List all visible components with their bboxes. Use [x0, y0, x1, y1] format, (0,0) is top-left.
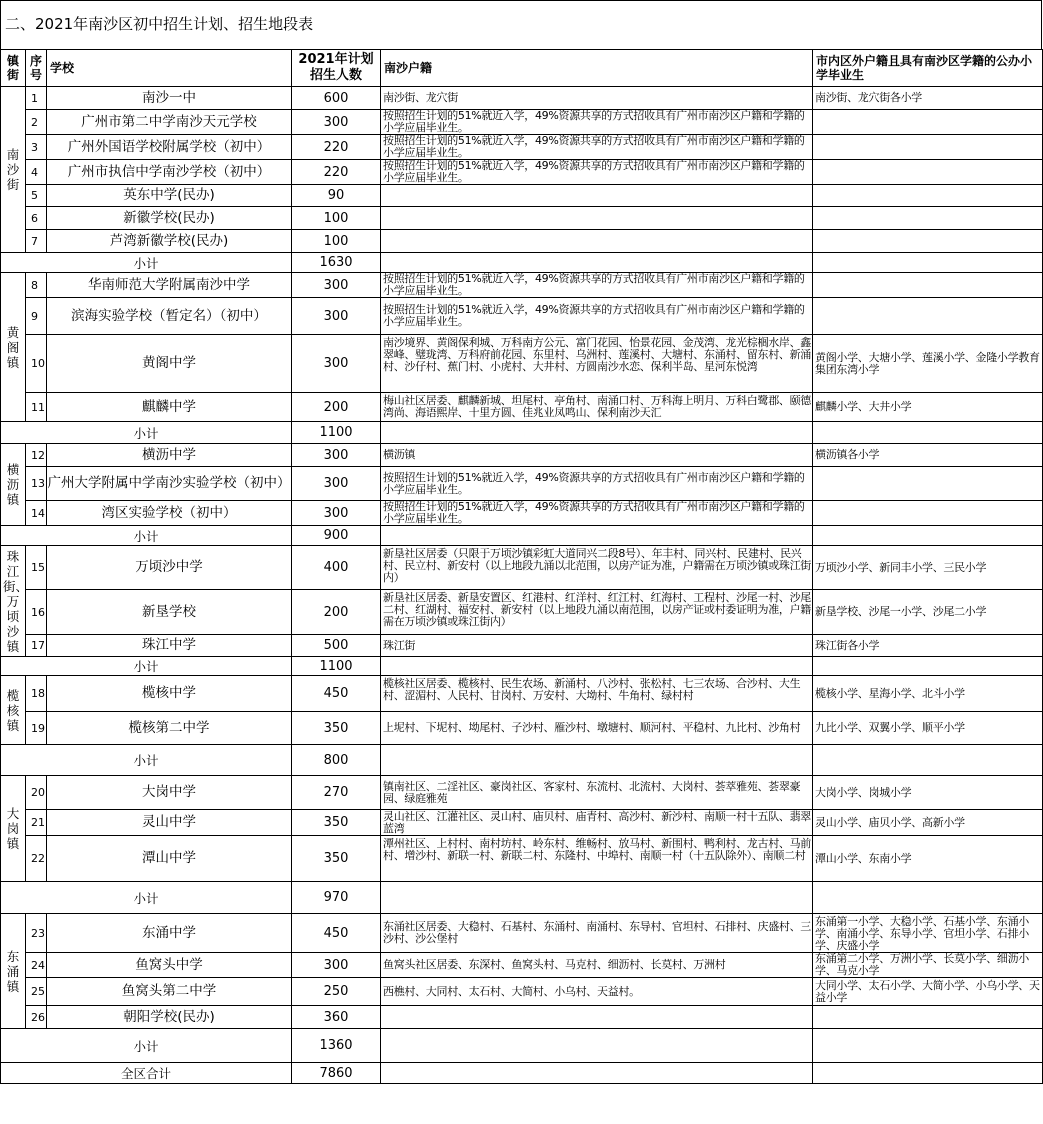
plan-cell: 400	[292, 546, 381, 590]
town-cell: 大岗镇	[1, 776, 26, 882]
town-cell: 黄阁镇	[1, 273, 26, 422]
header-town: 镇街	[1, 50, 26, 87]
table-row	[1, 978, 1043, 1006]
table-row	[1, 914, 1043, 953]
nansha-area-cell: 新垦社区居委（只限于万顷沙镇彩虹大道同兴二段8号）、年丰村、同兴村、民建村、民兴村、民立村、新安村（以上地段九涌以北范围，以房产证为准，户籍需在万顷沙镇或珠江街内）	[381, 546, 813, 590]
nansha-area-cell: 按照招生计划的51%就近入学，49%资源共享的方式招收具有广州市南沙区户籍和学籍的小学应届毕业生。	[381, 467, 813, 501]
outside-area-cell: 东涌第一小学、大稳小学、石基小学、东涌小学、南涌小学、东导小学、官坦小学、石排小学、庆盛小学	[813, 914, 1043, 953]
table-row	[1, 207, 1043, 230]
nansha-area-cell: 灵山社区、江灌社区、灵山村、庙贝村、庙青村、高沙村、新沙村、南顺一村十五队、翡翠蓝湾	[381, 810, 813, 836]
seq-cell: 25	[26, 978, 47, 1006]
nansha-area-cell: 鱼窝头社区居委、东深村、鱼窝头村、马克村、细沥村、长莫村、万洲村	[381, 953, 813, 978]
outside-area-cell: 横沥镇各小学	[813, 444, 1043, 467]
plan-cell: 220	[292, 160, 381, 185]
empty-cell	[813, 526, 1043, 546]
table-row	[1, 160, 1043, 185]
seq-cell: 20	[26, 776, 47, 810]
seq-cell: 22	[26, 836, 47, 882]
town-cell: 东涌镇	[1, 914, 26, 1029]
school-cell: 华南师范大学附属南沙中学	[47, 273, 292, 298]
outside-area-cell	[813, 230, 1043, 253]
subtotal-row	[1, 422, 1043, 444]
seq-cell: 18	[26, 676, 47, 712]
header-row	[1, 50, 1043, 87]
outside-area-cell	[813, 1006, 1043, 1029]
outside-area-cell	[813, 110, 1043, 135]
town-cell: 珠江街、万顷沙镇	[1, 546, 26, 657]
plan-cell: 500	[292, 635, 381, 657]
plan-cell: 600	[292, 87, 381, 110]
empty-cell	[381, 526, 813, 546]
nansha-area-cell: 潭州社区、上村村、南村坊村、岭东村、维畅村、放马村、新围村、鸭利村、龙古村、马前村、增沙村、新联一村、新联二村、东隆村、中埠村、南顺一村（十五队除外）、南顺二村	[381, 836, 813, 882]
subtotal-value: 1630	[292, 253, 381, 273]
seq-cell: 17	[26, 635, 47, 657]
nansha-area-cell: 按照招生计划的51%就近入学，49%资源共享的方式招收具有广州市南沙区户籍和学籍的小学应届毕业生。	[381, 273, 813, 298]
table-row	[1, 676, 1043, 712]
subtotal-row	[1, 745, 1043, 776]
seq-cell: 4	[26, 160, 47, 185]
town-cell: 横沥镇	[1, 444, 26, 526]
nansha-area-cell: 东涌社区居委、大稳村、石基村、东涌村、南涌村、东导村、官坦村、石排村、庆盛村、三沙村、沙公堡村	[381, 914, 813, 953]
seq-cell: 13	[26, 467, 47, 501]
subtotal-row	[1, 253, 1043, 273]
table-row	[1, 335, 1043, 393]
empty-cell	[813, 1063, 1043, 1084]
seq-cell: 2	[26, 110, 47, 135]
empty-cell	[381, 1063, 813, 1084]
nansha-area-cell: 南沙街、龙穴街	[381, 87, 813, 110]
school-cell: 榄核中学	[47, 676, 292, 712]
total-label: 全区合计	[1, 1063, 292, 1084]
plan-cell: 300	[292, 298, 381, 335]
plan-cell: 300	[292, 335, 381, 393]
total-row	[1, 1063, 1043, 1084]
seq-cell: 6	[26, 207, 47, 230]
nansha-area-cell: 新垦社区居委、新垦安置区、红港村、红洋村、红江村、红海村、工程村、沙尾一村、沙尾二村、红湖村、福安村、新安村（以上地段九涌以南范围，以房产证或村委证明为准，户籍需在万顷沙镇或珠江街内）	[381, 590, 813, 635]
table-row	[1, 87, 1043, 110]
seq-cell: 8	[26, 273, 47, 298]
outside-area-cell: 九比小学、双翼小学、顺平小学	[813, 712, 1043, 745]
nansha-area-cell: 按照招生计划的51%就近入学，49%资源共享的方式招收具有广州市南沙区户籍和学籍的小学应届毕业生。	[381, 501, 813, 526]
seq-cell: 21	[26, 810, 47, 836]
header-school: 学校	[47, 50, 292, 87]
school-cell: 南沙一中	[47, 87, 292, 110]
table-row	[1, 135, 1043, 160]
nansha-area-cell: 西樵村、大同村、太石村、大简村、小乌村、天益村。	[381, 978, 813, 1006]
outside-area-cell: 潭山小学、东南小学	[813, 836, 1043, 882]
school-cell: 麒麟中学	[47, 393, 292, 422]
nansha-area-cell: 镇南社区、二淫社区、豪岗社区、客家村、东流村、北流村、大岗村、荟萃雅苑、荟翠豪园、绿庭雅苑	[381, 776, 813, 810]
subtotal-value: 800	[292, 745, 381, 776]
plan-cell: 220	[292, 135, 381, 160]
plan-cell: 350	[292, 810, 381, 836]
school-cell: 广州外国语学校附属学校（初中）	[47, 135, 292, 160]
table-row	[1, 635, 1043, 657]
school-cell: 湾区实验学校（初中）	[47, 501, 292, 526]
outside-area-cell: 黄阁小学、大塘小学、莲溪小学、金隆小学教育集团东湾小学	[813, 335, 1043, 393]
plan-cell: 360	[292, 1006, 381, 1029]
outside-area-cell: 麒麟小学、大井小学	[813, 393, 1043, 422]
empty-cell	[381, 745, 813, 776]
subtotal-value: 970	[292, 882, 381, 914]
table-row	[1, 230, 1043, 253]
empty-cell	[813, 657, 1043, 676]
school-cell: 鱼窝头第二中学	[47, 978, 292, 1006]
table-row	[1, 273, 1043, 298]
empty-cell	[813, 745, 1043, 776]
subtotal-value: 1360	[292, 1029, 381, 1063]
seq-cell: 10	[26, 335, 47, 393]
seq-cell: 19	[26, 712, 47, 745]
table-row	[1, 810, 1043, 836]
outside-area-cell	[813, 467, 1043, 501]
seq-cell: 9	[26, 298, 47, 335]
plan-cell: 250	[292, 978, 381, 1006]
empty-cell	[381, 253, 813, 273]
subtotal-value: 900	[292, 526, 381, 546]
nansha-area-cell	[381, 207, 813, 230]
seq-cell: 24	[26, 953, 47, 978]
outside-area-cell: 南沙街、龙穴街各小学	[813, 87, 1043, 110]
school-cell: 鱼窝头中学	[47, 953, 292, 978]
nansha-area-cell: 按照招生计划的51%就近入学，49%资源共享的方式招收具有广州市南沙区户籍和学籍的小学应届毕业生。	[381, 110, 813, 135]
town-cell: 南沙街	[1, 87, 26, 253]
outside-area-cell: 新垦学校、沙尾一小学、沙尾二小学	[813, 590, 1043, 635]
nansha-area-cell: 南沙境界、黄阁保利城、万科南方公元、富门花园、怡景花园、金茂湾、龙光棕榈水岸、鑫翠峰、璧珑湾、万科府前花园、东里村、乌洲村、莲溪村、大塘村、东涌村、留东村、新涌村、沙仔村、蕉门村、小虎村、大井村、方圆南沙水恋、保利半岛、星河东悦湾	[381, 335, 813, 393]
empty-cell	[381, 1029, 813, 1063]
seq-cell: 26	[26, 1006, 47, 1029]
school-cell: 东涌中学	[47, 914, 292, 953]
table-row	[1, 712, 1043, 745]
header-nansha: 南沙户籍	[381, 50, 813, 87]
outside-area-cell: 东涌第二小学、万洲小学、长莫小学、细沥小学、马克小学	[813, 953, 1043, 978]
seq-cell: 1	[26, 87, 47, 110]
subtotal-label: 小计	[1, 745, 292, 776]
table-row	[1, 444, 1043, 467]
nansha-area-cell	[381, 230, 813, 253]
school-cell: 横沥中学	[47, 444, 292, 467]
table-row	[1, 836, 1043, 882]
plan-cell: 90	[292, 185, 381, 207]
plan-cell: 270	[292, 776, 381, 810]
school-cell: 珠江中学	[47, 635, 292, 657]
empty-cell	[381, 657, 813, 676]
outside-area-cell	[813, 160, 1043, 185]
outside-area-cell	[813, 207, 1043, 230]
subtotal-value: 1100	[292, 657, 381, 676]
empty-cell	[813, 253, 1043, 273]
town-cell: 榄核镇	[1, 676, 26, 745]
table-row	[1, 501, 1043, 526]
table-row	[1, 546, 1043, 590]
table-row	[1, 1006, 1043, 1029]
empty-cell	[813, 422, 1043, 444]
nansha-area-cell: 按照招生计划的51%就近入学，49%资源共享的方式招收具有广州市南沙区户籍和学籍的小学应届毕业生。	[381, 298, 813, 335]
subtotal-row	[1, 882, 1043, 914]
nansha-area-cell: 梅山社区居委、麒麟新城、坦尾村、亭角村、南涌口村、万科海上明月、万科白鹭郡、颐德湾尚、海语熙岸、十里方圆、佳兆业凤鸣山、保利南沙天汇	[381, 393, 813, 422]
table-row	[1, 953, 1043, 978]
outside-area-cell	[813, 298, 1043, 335]
school-cell: 大岗中学	[47, 776, 292, 810]
outside-area-cell	[813, 135, 1043, 160]
plan-cell: 300	[292, 110, 381, 135]
school-cell: 灵山中学	[47, 810, 292, 836]
subtotal-label: 小计	[1, 657, 292, 676]
nansha-area-cell: 珠江街	[381, 635, 813, 657]
plan-cell: 300	[292, 953, 381, 978]
seq-cell: 5	[26, 185, 47, 207]
empty-cell	[381, 422, 813, 444]
subtotal-label: 小计	[1, 253, 292, 273]
outside-area-cell: 珠江街各小学	[813, 635, 1043, 657]
plan-cell: 300	[292, 273, 381, 298]
plan-cell: 300	[292, 467, 381, 501]
subtotal-label: 小计	[1, 882, 292, 914]
outside-area-cell: 万顷沙小学、新同丰小学、三民小学	[813, 546, 1043, 590]
plan-cell: 350	[292, 712, 381, 745]
school-cell: 广州市执信中学南沙学校（初中）	[47, 160, 292, 185]
school-cell: 朝阳学校(民办)	[47, 1006, 292, 1029]
nansha-area-cell: 按照招生计划的51%就近入学，49%资源共享的方式招收具有广州市南沙区户籍和学籍的小学应届毕业生。	[381, 135, 813, 160]
subtotal-row	[1, 526, 1043, 546]
nansha-area-cell: 按照招生计划的51%就近入学，49%资源共享的方式招收具有广州市南沙区户籍和学籍的小学应届毕业生。	[381, 160, 813, 185]
plan-cell: 350	[292, 836, 381, 882]
table-row	[1, 393, 1043, 422]
school-cell: 滨海实验学校（暂定名）（初中）	[47, 298, 292, 335]
seq-cell: 23	[26, 914, 47, 953]
header-plan: 2021年计划招生人数	[292, 50, 381, 87]
seq-cell: 11	[26, 393, 47, 422]
empty-cell	[813, 882, 1043, 914]
seq-cell: 14	[26, 501, 47, 526]
seq-cell: 12	[26, 444, 47, 467]
subtotal-label: 小计	[1, 1029, 292, 1063]
school-cell: 潭山中学	[47, 836, 292, 882]
school-cell: 广州市第二中学南沙天元学校	[47, 110, 292, 135]
subtotal-value: 1100	[292, 422, 381, 444]
subtotal-label: 小计	[1, 422, 292, 444]
nansha-area-cell: 榄核社区居委、榄核村、民生农场、新涌村、八沙村、张松村、七三农场、合沙村、大生村、涩湄村、人民村、甘岗村、万安村、大坳村、牛角村、绿村村	[381, 676, 813, 712]
header-seq: 序号	[26, 50, 47, 87]
outside-area-cell	[813, 185, 1043, 207]
plan-cell: 100	[292, 230, 381, 253]
table-row	[1, 590, 1043, 635]
school-cell: 万顷沙中学	[47, 546, 292, 590]
nansha-area-cell: 上坭村、下坭村、坳尾村、子沙村、雁沙村、墩塘村、顺河村、平稳村、九比村、沙角村	[381, 712, 813, 745]
seq-cell: 16	[26, 590, 47, 635]
table-body	[1, 87, 1043, 1084]
plan-cell: 300	[292, 501, 381, 526]
empty-cell	[813, 1029, 1043, 1063]
header-outside: 市内区外户籍且具有南沙区学籍的公办小学毕业生	[813, 50, 1043, 87]
table-row	[1, 467, 1043, 501]
outside-area-cell: 灵山小学、庙贝小学、高新小学	[813, 810, 1043, 836]
plan-cell: 300	[292, 444, 381, 467]
seq-cell: 3	[26, 135, 47, 160]
total-value: 7860	[292, 1063, 381, 1084]
outside-area-cell	[813, 501, 1043, 526]
subtotal-row	[1, 1029, 1043, 1063]
subtotal-row	[1, 657, 1043, 676]
seq-cell: 15	[26, 546, 47, 590]
page-title: 二、2021年南沙区初中招生计划、招生地段表	[0, 0, 1042, 49]
table-row	[1, 185, 1043, 207]
subtotal-label: 小计	[1, 526, 292, 546]
table-row	[1, 110, 1043, 135]
school-cell: 芦湾新徽学校(民办)	[47, 230, 292, 253]
plan-cell: 450	[292, 914, 381, 953]
plan-cell: 450	[292, 676, 381, 712]
table-row	[1, 298, 1043, 335]
school-cell: 广州大学附属中学南沙实验学校（初中）	[47, 467, 292, 501]
table-row	[1, 776, 1043, 810]
plan-cell: 100	[292, 207, 381, 230]
plan-cell: 200	[292, 590, 381, 635]
outside-area-cell: 榄核小学、星海小学、北斗小学	[813, 676, 1043, 712]
school-cell: 榄核第二中学	[47, 712, 292, 745]
school-cell: 新垦学校	[47, 590, 292, 635]
seq-cell: 7	[26, 230, 47, 253]
enrollment-table	[0, 49, 1043, 1084]
nansha-area-cell: 横沥镇	[381, 444, 813, 467]
outside-area-cell: 大岗小学、岗城小学	[813, 776, 1043, 810]
nansha-area-cell	[381, 1006, 813, 1029]
school-cell: 英东中学(民办)	[47, 185, 292, 207]
school-cell: 黄阁中学	[47, 335, 292, 393]
outside-area-cell: 大同小学、太石小学、大简小学、小乌小学、天益小学	[813, 978, 1043, 1006]
outside-area-cell	[813, 273, 1043, 298]
plan-cell: 200	[292, 393, 381, 422]
nansha-area-cell	[381, 185, 813, 207]
school-cell: 新徽学校(民办)	[47, 207, 292, 230]
empty-cell	[381, 882, 813, 914]
